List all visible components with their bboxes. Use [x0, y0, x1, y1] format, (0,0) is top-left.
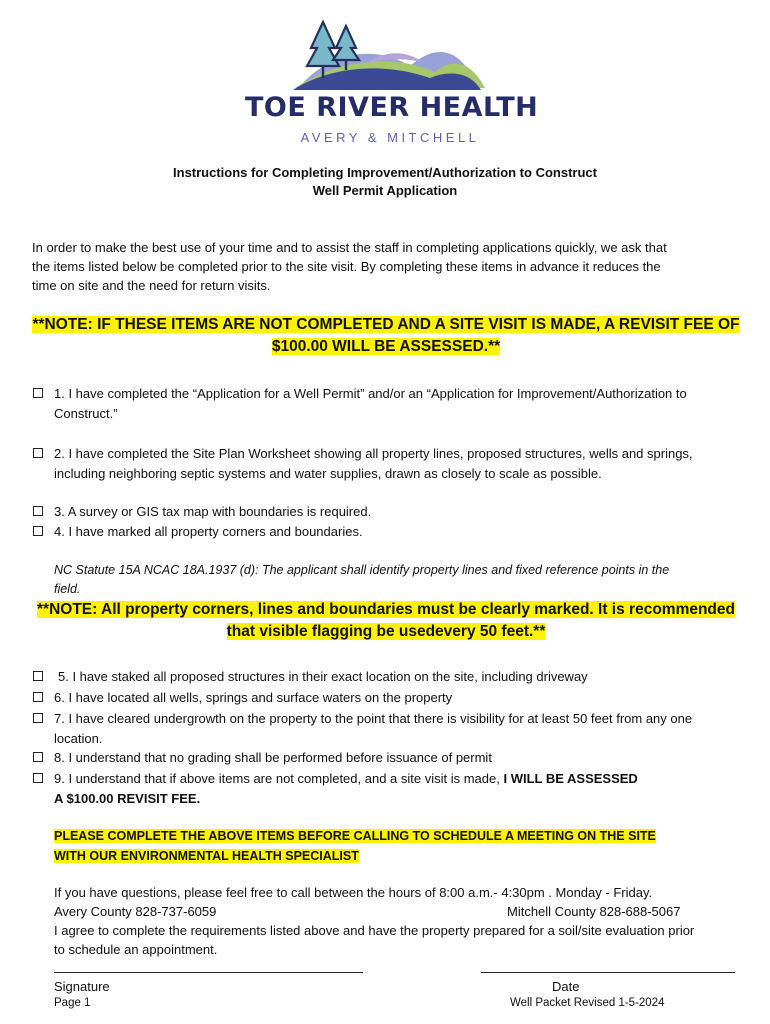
- checkbox[interactable]: [33, 713, 43, 723]
- item-text: 8. I understand that no grading shall be performed before issuance of permit: [54, 750, 492, 765]
- intro-paragraph: [32, 238, 732, 295]
- checklist-item-5: [33, 667, 745, 687]
- checkbox[interactable]: [33, 388, 43, 398]
- checklist-item-2: [33, 444, 745, 484]
- item-text: 4. I have marked all property corners and boundaries.: [54, 524, 363, 539]
- item-text: 1. I have completed the “Application for a Well Permit” and/or an “Application for Improvement/Authorization to: [54, 386, 687, 401]
- agreement-line: to schedule an appointment.: [54, 942, 218, 957]
- note-line: that visible flagging be usedevery 50 feet.**: [226, 623, 546, 640]
- flagging-note: [8, 599, 764, 643]
- agreement-line: I agree to complete the requirements listed above and have the property prepared for a soil/site evaluation prior: [54, 923, 695, 938]
- item-text: 3. A survey or GIS tax map with boundaries is required.: [54, 504, 372, 519]
- revision-date: Well Packet Revised 1-5-2024: [510, 997, 665, 1009]
- statute-line: field.: [54, 582, 81, 596]
- checkbox[interactable]: [33, 526, 43, 536]
- office-hours: If you have questions, please feel free to call between the hours of 8:00 a.m.- 4:30pm . Monday - Friday.: [54, 885, 653, 900]
- signature-label: Signature: [54, 979, 110, 994]
- item-text: 6. I have located all wells, springs and surface waters on the property: [54, 690, 453, 705]
- item-text: Construct.”: [54, 406, 118, 421]
- avery-phone: Avery County 828-737-6059: [54, 904, 217, 919]
- date-label: Date: [552, 979, 580, 994]
- agreement: [54, 921, 754, 959]
- item-text: location.: [54, 731, 103, 746]
- date-line[interactable]: [481, 972, 735, 973]
- intro-line: the items listed below be completed prior to the site visit. By completing these items in advance it reduces the: [32, 259, 661, 274]
- checklist-item-1: [33, 384, 745, 424]
- instruction-line: WITH OUR ENVIRONMENTAL HEALTH SPECIALIST: [54, 849, 359, 863]
- revisit-fee-note: [8, 314, 764, 358]
- checklist-item-9: [33, 769, 745, 809]
- checkbox[interactable]: [33, 692, 43, 702]
- note-line: $100.00 WILL BE ASSESSED.**: [271, 338, 501, 355]
- item-text-bold: A $100.00 REVISIT FEE.: [54, 791, 201, 806]
- item-text: 5. I have staked all proposed structures in their exact location on the site, including driveway: [58, 669, 588, 684]
- signature-line[interactable]: [54, 972, 363, 973]
- logo: [245, 14, 539, 154]
- note-line: **NOTE: All property corners, lines and boundaries must be clearly marked. It is recommended: [37, 601, 735, 618]
- schedule-instruction: [54, 826, 744, 866]
- checkbox[interactable]: [33, 773, 43, 783]
- checklist-item-7: [33, 709, 745, 749]
- intro-line: time on site and the need for return visits.: [32, 278, 271, 293]
- document-title-line1: Instructions for Completing Improvement/Authorization to Construct: [173, 165, 597, 180]
- checklist-item-8: [33, 748, 745, 768]
- item-text: including neighboring septic systems and water supplies, drawn as closely to scale as possible.: [54, 466, 602, 481]
- document-title-line2: Well Permit Application: [312, 183, 458, 198]
- instruction-line: PLEASE COMPLETE THE ABOVE ITEMS BEFORE CALLING TO SCHEDULE A MEETING ON THE SITE: [54, 829, 656, 843]
- item-text-bold: I WILL BE ASSESSED: [503, 771, 638, 786]
- checklist-item-3: [33, 502, 745, 522]
- mitchell-phone: Mitchell County 828-688-5067: [507, 904, 681, 919]
- logo-title: TOE RIVER HEALTH: [245, 92, 539, 123]
- page-number: Page 1: [54, 997, 91, 1009]
- statute-line: NC Statute 15A NCAC 18A.1937 (d): The applicant shall identify property lines and fixed reference points in the: [54, 563, 670, 577]
- statute-citation: [54, 561, 744, 599]
- checklist-item-6: [33, 688, 745, 708]
- logo-graphic: [245, 14, 535, 94]
- intro-line: In order to make the best use of your time and to assist the staff in completing applications quickly, we ask that: [32, 240, 667, 255]
- item-text: 9. I understand that if above items are not completed, and a site visit is made,: [54, 771, 504, 786]
- checkbox[interactable]: [33, 506, 43, 516]
- checkbox[interactable]: [33, 671, 43, 681]
- item-text: 7. I have cleared undergrowth on the property to the point that there is visibility for at least 50 feet from any one: [54, 711, 693, 726]
- note-line: **NOTE: IF THESE ITEMS ARE NOT COMPLETED AND A SITE VISIT IS MADE, A REVISIT FEE OF: [32, 316, 740, 333]
- checklist-item-4: [33, 522, 745, 542]
- checkbox[interactable]: [33, 448, 43, 458]
- checkbox[interactable]: [33, 752, 43, 762]
- document-title: [0, 164, 770, 200]
- item-text: 2. I have completed the Site Plan Worksheet showing all property lines, proposed structures, wells and springs,: [54, 446, 693, 461]
- logo-subtitle: AVERY & MITCHELL: [300, 130, 480, 145]
